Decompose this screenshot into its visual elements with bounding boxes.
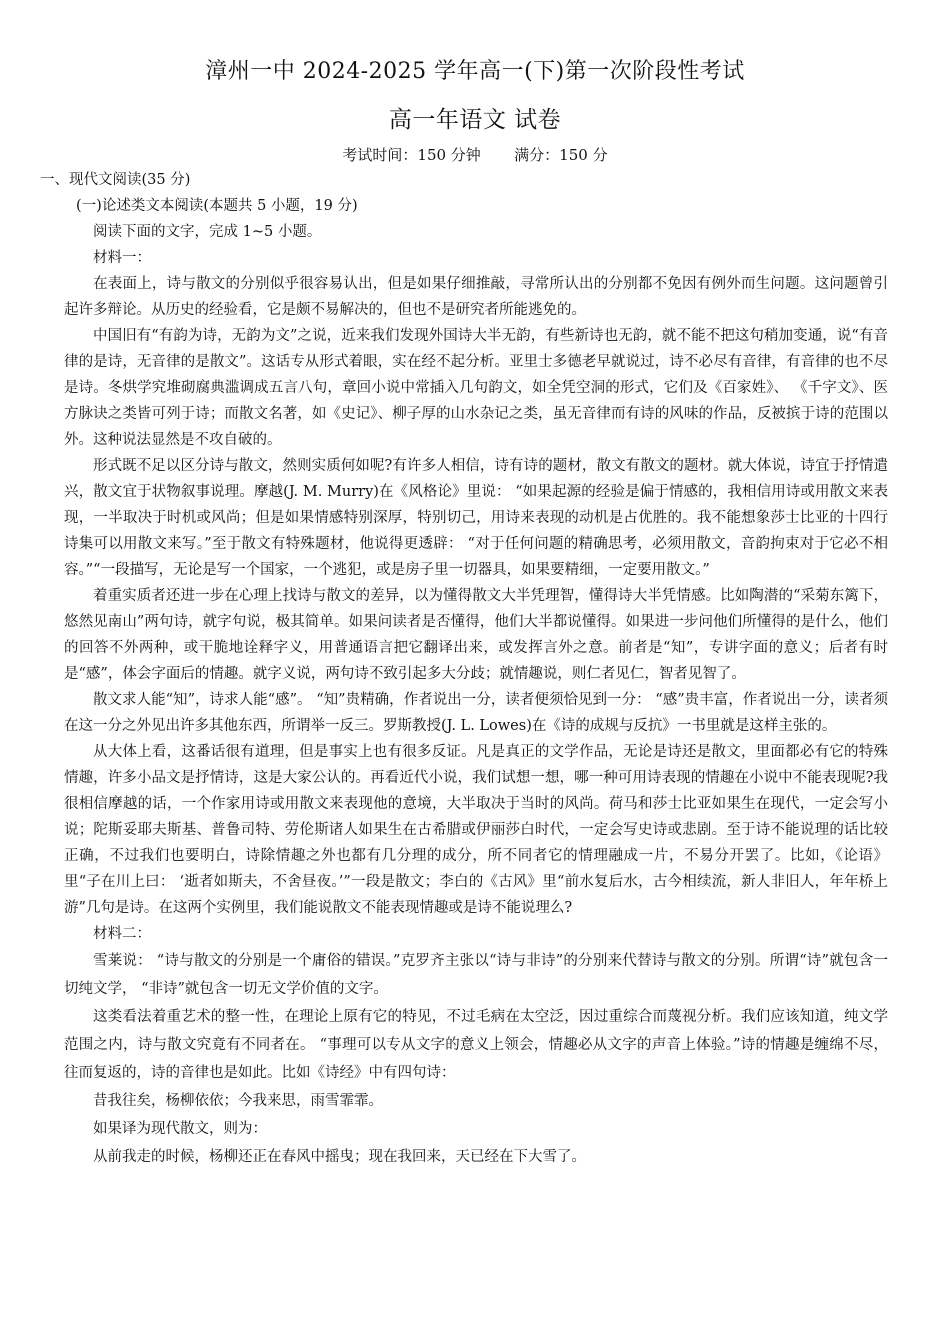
paragraph: 在表面上，诗与散文的分别似乎很容易认出，但是如果仔细推敲，寻常所认出的分别都不免因有例外而生问题。这问题曾引起许多辩论。从历史的经验看，它是颇不易解决的，但也不是研究者所能逃免的。	[64, 276, 888, 318]
paragraph: 着重实质者还进一步在心理上找诗与散文的差异，以为懂得散文大半凭理智，懂得诗大半凭情感。比如陶潜的“采菊东篱下，悠然见南山”两句诗，就字句说，极其简单。如果问读者是否懂得，他们大半都说懂得。如果进一步问他们所懂得的是什么，他们的回答不外两种，或干脆地诠释字义，用普通语言把它翻译出来，或发挥言外之意。前者是“知”，专讲字面的意义；后者有时是“感”，体会字面后的情趣。就字义说，两句诗不致引起多大分歧；就情趣说，则仁者见仁，智者见智了。	[64, 588, 888, 682]
translation-quote: 从前我走的时候，杨柳还正在春风中摇曳；现在我回来，天已经在下大雪了。	[93, 1149, 586, 1165]
exam-title: 漳州一中 2024-2025 学年高一(下)第一次阶段性考试	[205, 59, 745, 84]
paragraph: 这类看法着重艺术的整一性，在理论上原有它的特见，不过毛病在太空泛，因过重综合而蔑视分析。我们应该知道，纯文学范围之内，诗与散文究竟有不同者在。 “事理可以专从文字的意义上领会，情趣必从文字的声音上体验。”诗的情趣是缠绵不尽，往而复返的，诗的音律也是如此。比如《诗经》中有四句诗：	[64, 1009, 888, 1081]
exam-subtitle: 高一年语文 试卷	[388, 107, 562, 133]
paragraph: 形式既不足以区分诗与散文，然则实质何如呢?有许多人相信，诗有诗的题材，散文有散文的题材。就大体说，诗宜于抒情遣兴，散文宜于状物叙事说理。摩越(J. M. Murry)在《风格论》里说： “如果起源的经验是偏于情感的，我相信用诗或用散文来表现，一半取决于时机或风尚；但是如果情感特别深厚，特别切己，用诗来表现的动机是占优胜的。我不能想象莎士比亚的十四行诗集可以用散文来写。”至于散文有特殊题材，他说得更透辟： “对于任何问题的精确思考，必须用散文，音韵拘束对于它必不相容。”“一段描写，无论是写一个国家，一个逃犯，或是房子里一切器具，如果要精细，一定要用散文。”	[64, 458, 888, 578]
exam-body	[40, 167, 888, 1171]
paragraph: 从大体上看，这番话很有道理，但是事实上也有很多反证。凡是真正的文学作品，无论是诗还是散文，里面都必有它的特殊情趣，许多小品文是抒情诗，这是大家公认的。再看近代小说，我们试想一想，哪一种可用诗表现的情趣在小说中不能表现呢?我很相信摩越的话，一个作家用诗或用散文来表现他的意境，大半取决于当时的风尚。荷马和莎士比亚如果生在现代，一定会写小说；陀斯妥耶夫斯基、普鲁司特、劳伦斯诸人如果生在古希腊或伊丽莎白时代，一定会写史诗或悲剧。至于诗不能说理的话比较正确，不过我们也要明白，诗除情趣之外也都有几分理的成分，所不同者它的情理融成一片，不易分开罢了。比如，《论语》里“子在川上曰： ‘逝者如斯夫，不舍昼夜。’”一段是散文；李白的《古风》里“前水复后水，古今相续流，新人非旧人，年年桥上游”几句是诗。在这两个实例里，我们能说散文不能表现情趣或是诗不能说理么?	[64, 744, 888, 916]
exam-info: 考试时间：150 分钟 满分：150 分	[342, 146, 608, 164]
subsection-heading: (一)论述类文本阅读(本题共 5 小题，19 分)	[76, 198, 358, 214]
material-label: 材料二：	[93, 926, 151, 942]
poem-quote: 昔我往矣，杨柳依依；今我来思，雨雪霏霏。	[93, 1093, 383, 1109]
paragraph: 中国旧有“有韵为诗，无韵为文”之说，近来我们发现外国诗大半无韵，有些新诗也无韵，就不能不把这句稍加变通，说“有音律的是诗，无音律的是散文”。这话专从形式着眼，实在经不起分析。亚里士多德老早就说过，诗不必尽有音律，有音律的也不尽是诗。冬烘学究堆砌腐典滥调成五言八句，章回小说中常插入几句韵文，如全凭空洞的形式，它们及《百家姓》、 《千字文》、医方脉诀之类皆可列于诗；而散文名著，如《史记》、柳子厚的山水杂记之类，虽无音律而有诗的风味的作品，反被摈于诗的范围以外。这种说法显然是不攻自破的。	[64, 328, 888, 448]
paragraph: 如果译为现代散文，则为：	[93, 1121, 267, 1137]
material-label: 材料一：	[93, 250, 151, 266]
paragraph: 散文求人能“知”，诗求人能“感”。 “知”贵精确，作者说出一分，读者便须恰见到一分： “感”贵丰富，作者说出一分，读者须在这一分之外见出许多其他东西，所谓举一反三。罗斯教授(J. L. Lowes)在《诗的成规与反抗》一书里就是这样主张的。	[64, 692, 888, 734]
paragraph: 雪莱说： “诗与散文的分别是一个庸俗的错误。”克罗齐主张以“诗与非诗”的分别来代替诗与散文的分别。所谓“诗”就包含一切纯文学， “非诗”就包含一切无文学价值的文字。	[64, 953, 888, 997]
reading-instruction: 阅读下面的文字，完成 1~5 小题。	[93, 224, 322, 240]
section-heading: 一、现代文阅读(35 分)	[40, 172, 191, 188]
